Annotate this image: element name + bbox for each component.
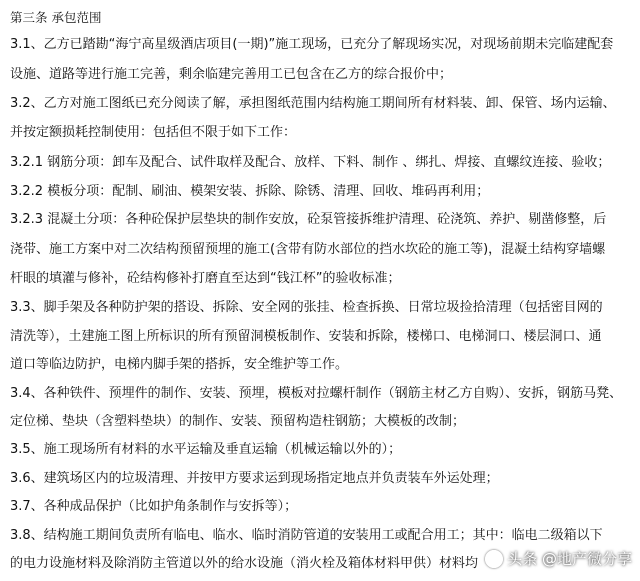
clause-3-3-line-3: 道口等临边防护，电梯内脚手架的搭拆，安全维护等工作。	[10, 357, 349, 372]
clause-3-5: 3.5、施工现场所有材料的水平运输及垂直运输（机械运输以外的）；	[10, 442, 402, 457]
watermark-text: 头条 @地产微分享	[507, 550, 632, 568]
article-heading: 第三条 承包范围	[10, 10, 102, 25]
clause-3-3-line-2: 清洗等），土建施工图上所标识的所有预留洞模板制作、安装和拆除，楼梯口、电梯洞口、楼层洞口、通	[10, 329, 602, 344]
watermark	[485, 549, 632, 569]
clause-3-2-3-line-1: 3.2.3 混凝土分项：各种砼保护层垫块的制作安放，砼泵管接拆维护清理、砼浇筑、养护、剔凿修整，后	[10, 212, 607, 227]
clause-3-8-line-2: 的电力设施材料及除消防主管道以外的给水设施（消火栓及箱体材料甲供）材料均	[10, 556, 479, 571]
clause-3-2-line-1: 3.2、乙方对施工图纸已充分阅读了解，承担图纸范围内结构施工期间所有材料装、卸、保管、场内运输、	[10, 96, 616, 111]
clause-3-4-line-2: 定位梯、垫块（含塑料垫块）的制作、安装、预留构造柱钢筋；大模板的改制；	[10, 414, 466, 429]
clause-3-2-3-line-2: 浇带、施工方案中对二次结构预留预埋的施工(含带有防水部位的挡水坎砼的施工等)，混凝土结构穿墙螺	[10, 242, 606, 257]
clause-3-1-line-1: 3.1、乙方已踏勘“海宁高星级酒店项目(一期)”施工现场，已充分了解现场实况，对现场前期未完临建配套	[10, 37, 614, 52]
clause-3-2-2: 3.2.2 模板分项：配制、刷油、模架安装、拆除、除锈、清理、回收、堆码再利用；	[10, 184, 490, 199]
clause-3-1-line-2: 设施、道路等进行施工完善，剩余临建完善用工已包含在乙方的综合报价中；	[10, 67, 453, 82]
checkmark-circle-icon	[485, 550, 503, 568]
clause-3-2-1: 3.2.1 钢筋分项：卸车及配合、试件取样及配合、放样、下料、制作 、绑扎、焊接、直螺纹连接、验收；	[10, 155, 611, 170]
clause-3-4-line-1: 3.4、各种铁件、预埋件的制作、安装、预埋，模板对拉螺杆制作（钢筋主材乙方自购）、安拆，钢筋马凳、	[10, 386, 623, 401]
clause-3-2-3-line-3: 杆眼的填灌与修补，砼结构修补打磨直至达到“钱江杯”的验收标准；	[10, 271, 401, 286]
clause-3-8-line-1: 3.8、结构施工期间负责所有临电、临水、临时消防管道的安装用工或配合用工；其中：临电二级箱以下	[10, 528, 603, 543]
clause-3-2-line-2: 并按定额损耗控制使用：包括但不限于如下工作：	[10, 125, 297, 140]
clause-3-3-line-1: 3.3、脚手架及各种防护架的搭设、拆除、安全网的张挂、检查拆换、日常垃圾捡拾清理（包括密目网的	[10, 300, 603, 315]
clause-3-7: 3.7、各种成品保护（比如护角条制作与安拆等）；	[10, 499, 298, 514]
clause-3-6: 3.6、建筑场区内的垃圾清理、并按甲方要求运到现场指定地点并负责装车外运处理；	[10, 471, 499, 486]
